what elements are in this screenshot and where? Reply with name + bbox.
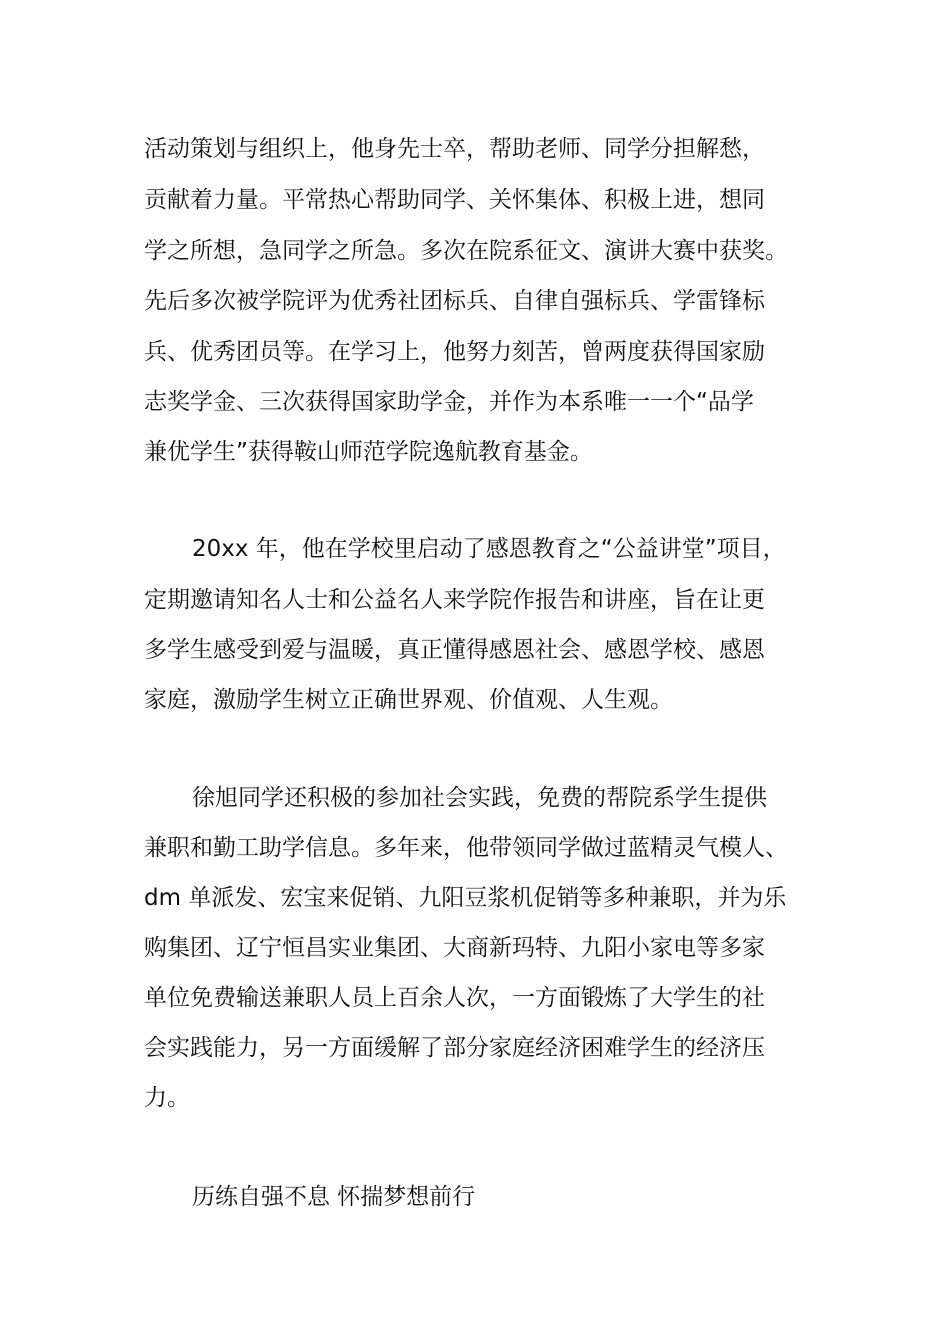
paragraph-3-line-1: 徐旭同学还积极的参加社会实践，免费的帮院系学生提供 [192, 785, 767, 811]
paragraph-1-line-1: 活动策划与组织上，他身先士卒，帮助老师、同学分担解愁， [144, 136, 765, 162]
paragraph-3-line-5: 单位免费输送兼职人员上百余人次，一方面锻炼了大学生的社 [144, 985, 765, 1011]
paragraph-3-line-3: dm 单派发、宏宝来促销、九阳豆浆机促销等多种兼职，并为乐 [144, 885, 787, 911]
paragraph-1-line-6: 志奖学金、三次获得国家助学金，并作为本系唯一一个“品学 [144, 389, 754, 415]
paragraph-2-line-4: 家庭，激励学生树立正确世界观、价值观、人生观。 [144, 687, 673, 713]
paragraph-1-line-7: 兼优学生”获得鞍山师范学院逸航教育基金。 [144, 439, 593, 465]
paragraph-1-line-3: 学之所想，急同学之所急。多次在院系征文、演讲大赛中获奖。 [144, 238, 788, 264]
paragraph-2-line-2: 定期邀请知名人士和公益名人来学院作报告和讲座，旨在让更 [144, 587, 765, 613]
paragraph-2-line-1: 20xx 年，他在学校里启动了感恩教育之“公益讲堂”项目， [192, 536, 786, 562]
paragraph-1-line-2: 贡献着力量。平常热心帮助同学、关怀集体、积极上进，想同 [144, 187, 765, 213]
paragraph-3-line-2: 兼职和勤工助学信息。多年来，他带领同学做过蓝精灵气模人、 [144, 835, 788, 861]
paragraph-1-line-4: 先后多次被学院评为优秀社团标兵、自律自强标兵、学雷锋标 [144, 288, 765, 314]
section-heading: 历练自强不息 怀揣梦想前行 [192, 1184, 476, 1210]
paragraph-3-line-6: 会实践能力，另一方面缓解了部分家庭经济困难学生的经济压 [144, 1035, 765, 1061]
paragraph-2-line-3: 多学生感受到爱与温暖，真正懂得感恩社会、感恩学校、感恩 [144, 637, 765, 663]
paragraph-3-line-7: 力。 [144, 1085, 190, 1111]
paragraph-3-line-4: 购集团、辽宁恒昌实业集团、大商新玛特、九阳小家电等多家 [144, 935, 765, 961]
paragraph-1-line-5: 兵、优秀团员等。在学习上，他努力刻苦，曾两度获得国家励 [144, 339, 765, 365]
